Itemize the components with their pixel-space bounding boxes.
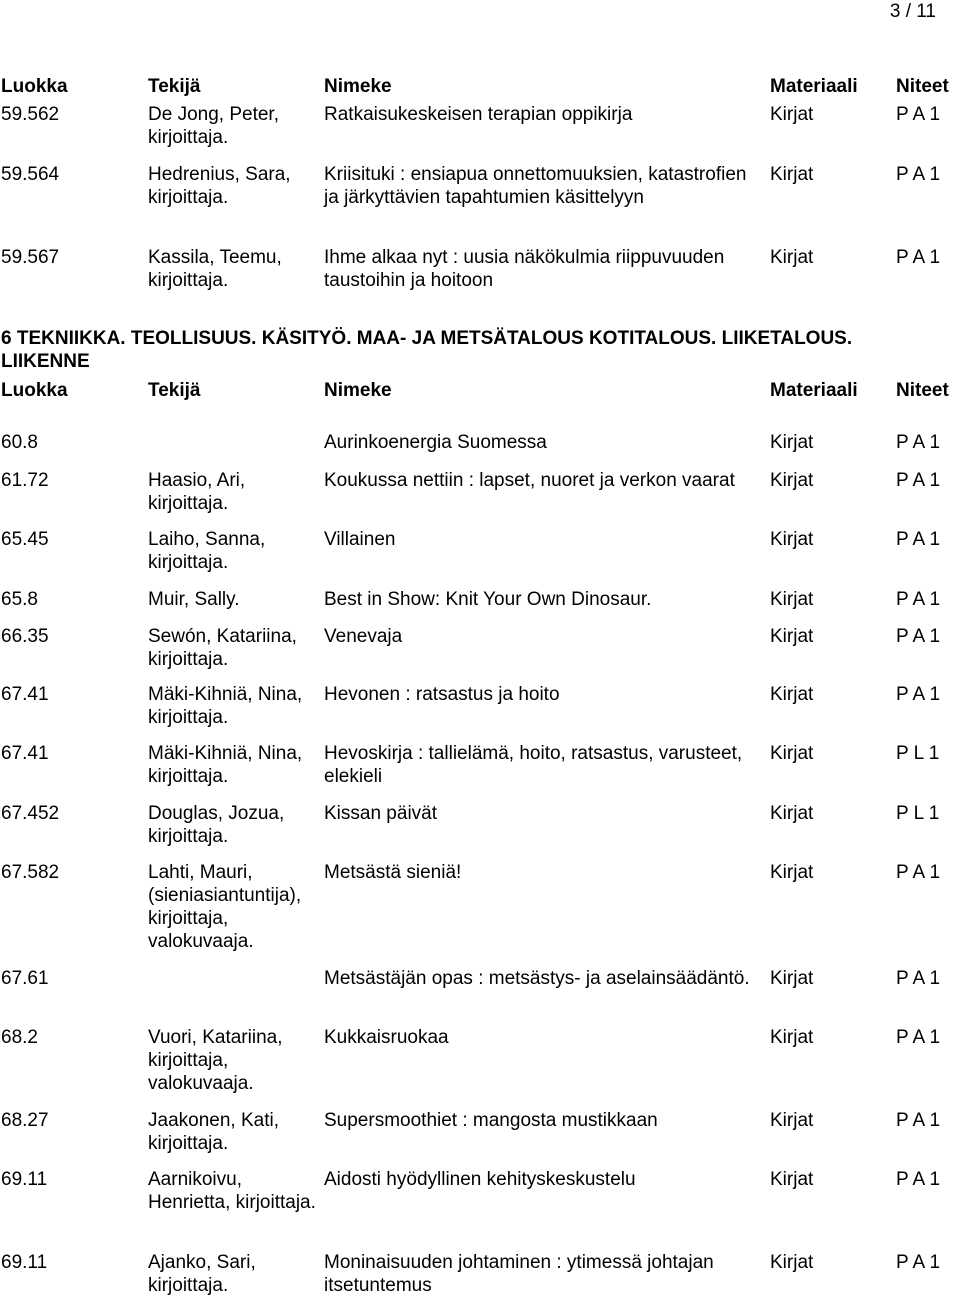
header-niteet: Niteet xyxy=(896,76,949,97)
luokka-cell: 66.35 xyxy=(1,626,49,647)
header-materiaali: Materiaali xyxy=(770,380,858,401)
luokka-cell: 60.8 xyxy=(1,432,38,453)
luokka-cell: 65.45 xyxy=(1,529,49,550)
luokka-cell: 68.2 xyxy=(1,1027,38,1048)
materiaali-cell: Kirjat xyxy=(770,968,814,989)
tekija-cell: Mäki-Kihniä, Nina, kirjoittaja. xyxy=(148,684,303,728)
materiaali-cell: Kirjat xyxy=(770,684,814,705)
nimeke-cell: Hevoskirja : tallielämä, hoito, ratsastus, varusteet, elekieli xyxy=(324,743,743,787)
tekija-cell: Hedrenius, Sara, kirjoittaja. xyxy=(148,164,291,208)
niteet-cell: P L 1 xyxy=(896,743,940,764)
materiaali-cell: Kirjat xyxy=(770,626,814,647)
niteet-cell: P A 1 xyxy=(896,247,941,268)
header-tekija: Tekijä xyxy=(148,380,201,401)
materiaali-cell: Kirjat xyxy=(770,1110,814,1131)
luokka-cell: 67.61 xyxy=(1,968,49,989)
nimeke-cell: Metsästä sieniä! xyxy=(324,862,462,883)
niteet-cell: P A 1 xyxy=(896,1110,941,1131)
materiaali-cell: Kirjat xyxy=(770,247,814,268)
materiaali-cell: Kirjat xyxy=(770,1169,814,1190)
nimeke-cell: Best in Show: Knit Your Own Dinosaur. xyxy=(324,589,652,610)
luokka-cell: 65.8 xyxy=(1,589,38,610)
nimeke-cell: Moninaisuuden johtaminen : ytimessä johtajan itsetuntemus xyxy=(324,1252,714,1296)
niteet-cell: P A 1 xyxy=(896,1169,941,1190)
materiaali-cell: Kirjat xyxy=(770,589,814,610)
nimeke-cell: Villainen xyxy=(324,529,396,550)
niteet-cell: P A 1 xyxy=(896,626,941,647)
tekija-cell: Mäki-Kihniä, Nina, kirjoittaja. xyxy=(148,743,303,787)
materiaali-cell: Kirjat xyxy=(770,432,814,453)
header-luokka: Luokka xyxy=(1,76,68,97)
materiaali-cell: Kirjat xyxy=(770,803,814,824)
tekija-cell: Sewón, Katariina, kirjoittaja. xyxy=(148,626,297,670)
niteet-cell: P A 1 xyxy=(896,1252,941,1273)
nimeke-cell: Koukussa nettiin : lapset, nuoret ja verkon vaarat xyxy=(324,470,735,491)
tekija-cell: Lahti, Mauri, (sieniasiantuntija), kirjoittaja, valokuvaaja. xyxy=(148,862,302,952)
nimeke-cell: Ihme alkaa nyt : uusia näkökulmia riippuvuuden taustoihin ja hoitoon xyxy=(324,247,725,291)
luokka-cell: 68.27 xyxy=(1,1110,49,1131)
niteet-cell: P A 1 xyxy=(896,529,941,550)
luokka-cell: 67.452 xyxy=(1,803,60,824)
niteet-cell: P A 1 xyxy=(896,862,941,883)
tekija-cell: Vuori, Katariina, kirjoittaja, valokuvaaja. xyxy=(148,1027,283,1094)
luokka-cell: 61.72 xyxy=(1,470,49,491)
niteet-cell: P A 1 xyxy=(896,104,941,125)
luokka-cell: 69.11 xyxy=(1,1252,48,1273)
header-luokka: Luokka xyxy=(1,380,68,401)
tekija-cell: Ajanko, Sari, kirjoittaja. xyxy=(148,1252,256,1296)
niteet-cell: P A 1 xyxy=(896,1027,941,1048)
luokka-cell: 69.11 xyxy=(1,1169,48,1190)
luokka-cell: 67.41 xyxy=(1,684,49,705)
niteet-cell: P A 1 xyxy=(896,470,941,491)
page-number: 3 / 11 xyxy=(889,1,936,22)
nimeke-cell: Kriisituki : ensiapua onnettomuuksien, katastrofien ja järkyttävien tapahtumien käsittelyyn xyxy=(324,164,747,208)
tekija-cell: Kassila, Teemu, kirjoittaja. xyxy=(148,247,282,291)
header-nimeke: Nimeke xyxy=(324,380,392,401)
materiaali-cell: Kirjat xyxy=(770,529,814,550)
niteet-cell: P A 1 xyxy=(896,684,941,705)
nimeke-cell: Aurinkoenergia Suomessa xyxy=(324,432,547,453)
tekija-cell: Aarnikoivu, Henrietta, kirjoittaja. xyxy=(148,1169,316,1213)
materiaali-cell: Kirjat xyxy=(770,1027,814,1048)
luokka-cell: 67.582 xyxy=(1,862,60,883)
nimeke-cell: Aidosti hyödyllinen kehityskeskustelu xyxy=(324,1169,636,1190)
niteet-cell: P A 1 xyxy=(896,968,941,989)
nimeke-cell: Ratkaisukeskeisen terapian oppikirja xyxy=(324,104,633,125)
materiaali-cell: Kirjat xyxy=(770,470,814,491)
materiaali-cell: Kirjat xyxy=(770,104,814,125)
header-materiaali: Materiaali xyxy=(770,76,858,97)
niteet-cell: P A 1 xyxy=(896,432,941,453)
materiaali-cell: Kirjat xyxy=(770,1252,814,1273)
nimeke-cell: Supersmoothiet : mangosta mustikkaan xyxy=(324,1110,658,1131)
luokka-cell: 59.564 xyxy=(1,164,60,185)
tekija-cell: Muir, Sally. xyxy=(148,589,240,610)
header-nimeke: Nimeke xyxy=(324,76,392,97)
nimeke-cell: Hevonen : ratsastus ja hoito xyxy=(324,684,560,705)
tekija-cell: Douglas, Jozua, kirjoittaja. xyxy=(148,803,285,847)
materiaali-cell: Kirjat xyxy=(770,164,814,185)
luokka-cell: 59.562 xyxy=(1,104,60,125)
nimeke-cell: Kukkaisruokaa xyxy=(324,1027,449,1048)
tekija-cell: De Jong, Peter, kirjoittaja. xyxy=(148,104,279,148)
tekija-cell: Laiho, Sanna, kirjoittaja. xyxy=(148,529,266,573)
section-title: 6 TEKNIIKKA. TEOLLISUUS. KÄSITYÖ. MAA- JA METSÄTALOUS KOTITALOUS. LIIKETALOUS. LIIKENNE xyxy=(1,328,853,372)
niteet-cell: P A 1 xyxy=(896,589,941,610)
materiaali-cell: Kirjat xyxy=(770,743,814,764)
header-niteet: Niteet xyxy=(896,380,949,401)
materiaali-cell: Kirjat xyxy=(770,862,814,883)
niteet-cell: P L 1 xyxy=(896,803,940,824)
nimeke-cell: Venevaja xyxy=(324,626,403,647)
luokka-cell: 67.41 xyxy=(1,743,49,764)
header-tekija: Tekijä xyxy=(148,76,201,97)
luokka-cell: 59.567 xyxy=(1,247,60,268)
tekija-cell: Haasio, Ari, kirjoittaja. xyxy=(148,470,246,514)
niteet-cell: P A 1 xyxy=(896,164,941,185)
tekija-cell: Jaakonen, Kati, kirjoittaja. xyxy=(148,1110,279,1154)
nimeke-cell: Metsästäjän opas : metsästys- ja aselainsäädäntö. xyxy=(324,968,750,989)
nimeke-cell: Kissan päivät xyxy=(324,803,438,824)
